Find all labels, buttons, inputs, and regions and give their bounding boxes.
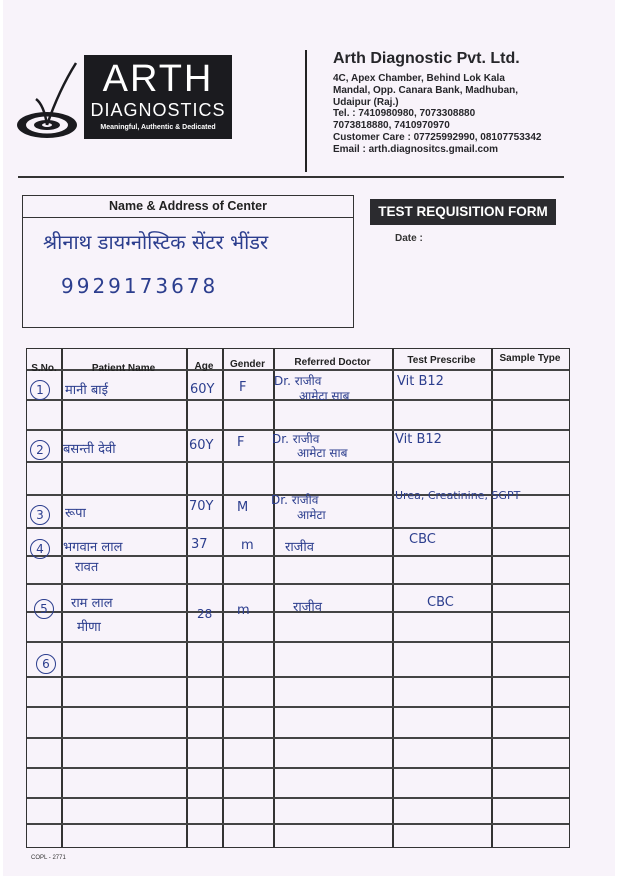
row-divider [27, 641, 569, 643]
patient-age: 70Y [189, 499, 214, 514]
referred-doctor: Dr. राजीव [272, 432, 320, 446]
row-divider [27, 399, 569, 401]
header-sno: S.No. [31, 363, 57, 374]
patient-gender: F [237, 435, 245, 450]
serial-number: 1 [30, 380, 50, 400]
header-patient-name: Patient Name [91, 363, 156, 374]
header-referred-doctor: Referred Doctor [294, 357, 371, 368]
date-label: Date : [395, 233, 423, 244]
address-line: Udaipur (Raj.) [333, 96, 399, 108]
logo-word: ARTH [102, 58, 214, 100]
header-test-prescribe: Test Prescribe [407, 355, 476, 366]
target-emblem-icon [14, 55, 94, 145]
telephone: Tel. : 7410980980, 7073308880 [333, 108, 476, 120]
row-divider [27, 797, 569, 799]
row-divider [27, 555, 569, 557]
referred-doctor: राजीव [293, 600, 322, 615]
patient-name: राम लाल [71, 596, 113, 611]
patient-gender: m [241, 538, 254, 553]
patient-table [26, 348, 570, 848]
center-phone: 9929173678 [61, 274, 219, 298]
email: Email : arth.diagnositcs.gmail.com [333, 143, 499, 155]
serial-number: 6 [36, 654, 56, 674]
logo-box [84, 55, 232, 139]
row-divider [27, 767, 569, 769]
patient-name: रूपा [65, 506, 86, 521]
serial-number: 3 [30, 505, 50, 525]
address-line: 4C, Apex Chamber, Behind Lok Kala [333, 73, 505, 84]
referred-doctor: Dr. राजीव [274, 374, 322, 388]
row-divider [27, 676, 569, 678]
row-divider [27, 527, 569, 529]
column-divider [491, 349, 493, 847]
patient-age: 60Y [190, 382, 215, 397]
test-prescribed: CBC [427, 595, 454, 610]
patient-name-line2: रावत [75, 560, 99, 575]
footer-code: COPL - 2771 [31, 855, 66, 861]
referred-doctor-line2: आमेटा साब [299, 389, 350, 403]
referred-doctor: राजीव [285, 540, 314, 555]
patient-name-line2: मीणा [77, 620, 101, 635]
company-info [333, 50, 542, 156]
telephone-2: 7073818880, 7410970970 [333, 120, 450, 132]
header-divider [305, 50, 307, 172]
logo [14, 55, 236, 145]
patient-gender: m [237, 603, 250, 618]
patient-age: 60Y [189, 438, 214, 453]
patient-name: बसन्ती देवी [63, 442, 116, 457]
column-divider [273, 349, 275, 847]
patient-age: 37 [191, 537, 208, 552]
referred-doctor-line2: आमेटा साब [297, 446, 348, 460]
test-prescribed: Vit B12 [395, 432, 442, 447]
serial-number: 5 [34, 599, 54, 619]
patient-age: 28 [197, 607, 213, 621]
column-divider [392, 349, 394, 847]
column-divider [222, 349, 224, 847]
form-title: TEST REQUISITION FORM [370, 199, 556, 225]
serial-number: 4 [30, 539, 50, 559]
column-divider [61, 349, 63, 847]
header-gender: Gender [229, 359, 265, 370]
center-title: Name & Address of Center [23, 196, 353, 218]
test-prescribed: Vit B12 [397, 374, 444, 389]
header-sample-type: Sample Type [499, 353, 561, 364]
serial-number: 2 [30, 440, 50, 460]
referred-doctor: Dr. राजीव [271, 493, 319, 507]
row-divider [27, 583, 569, 585]
column-divider [186, 349, 188, 847]
logo-sub: DIAGNOSTICS [90, 100, 226, 120]
header-rule [18, 176, 564, 178]
patient-gender: M [237, 500, 249, 515]
test-prescribed: Urea, Creatinine, SGPT [395, 489, 521, 502]
address-line: Mandal, Opp. Canara Bank, Madhuban, [333, 84, 519, 96]
referred-doctor-line2: आमेटा [297, 508, 326, 522]
header-age: Age [194, 361, 214, 372]
patient-name: मानी बाई [65, 383, 109, 398]
patient-gender: F [239, 380, 247, 395]
row-divider [27, 706, 569, 708]
company-name: Arth Diagnostic Pvt. Ltd. [333, 50, 520, 67]
row-divider [27, 461, 569, 463]
row-divider [27, 823, 569, 825]
patient-name: भगवान लाल [63, 540, 123, 555]
customer-care: Customer Care : 07725992990, 08107753342 [333, 131, 542, 143]
logo-tagline: Meaningful, Authentic & Dedicated [100, 124, 216, 131]
row-divider [27, 737, 569, 739]
center-box [22, 195, 354, 328]
test-prescribed: CBC [409, 532, 436, 547]
center-name: श्रीनाथ डायग्नोस्टिक सेंटर भींडर [43, 230, 269, 254]
